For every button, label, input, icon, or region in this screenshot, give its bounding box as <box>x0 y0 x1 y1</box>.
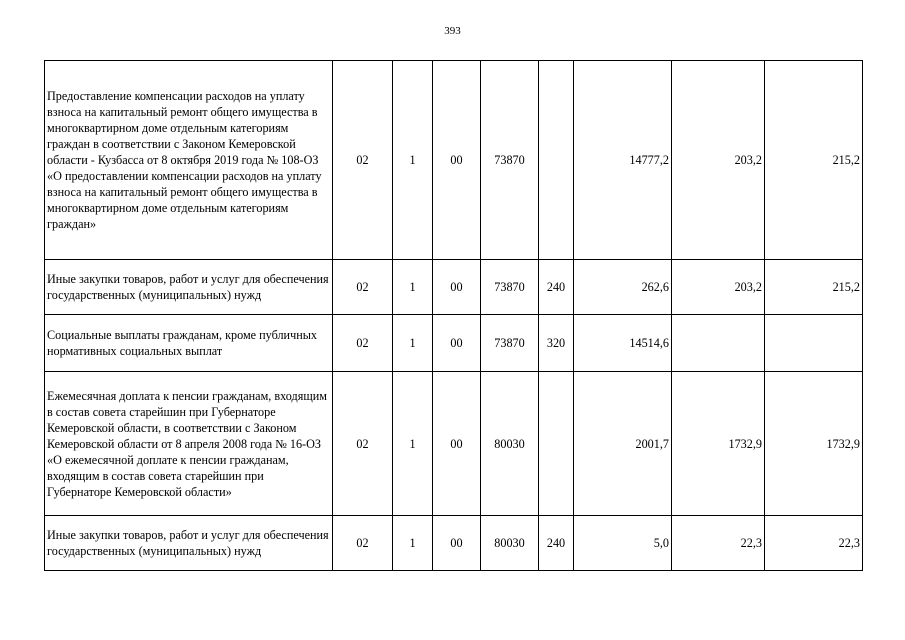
code-cell: 240 <box>539 516 574 571</box>
amount-cell: 1732,9 <box>765 372 863 516</box>
code-cell <box>539 372 574 516</box>
code-cell: 73870 <box>481 315 539 372</box>
row-description: Иные закупки товаров, работ и услуг для обеспечения государственных (муниципальных) нужд <box>45 516 333 571</box>
amount-cell: 2001,7 <box>574 372 672 516</box>
code-cell: 00 <box>433 372 481 516</box>
code-cell: 73870 <box>481 260 539 315</box>
code-cell: 1 <box>393 372 433 516</box>
amount-cell: 203,2 <box>672 61 765 260</box>
row-description: Иные закупки товаров, работ и услуг для обеспечения государственных (муниципальных) нужд <box>45 260 333 315</box>
code-cell: 02 <box>333 61 393 260</box>
row-description: Социальные выплаты гражданам, кроме публичных нормативных социальных выплат <box>45 315 333 372</box>
table-row <box>45 260 863 315</box>
amount-cell: 1732,9 <box>672 372 765 516</box>
code-cell: 1 <box>393 516 433 571</box>
amount-cell: 203,2 <box>672 260 765 315</box>
code-cell: 00 <box>433 516 481 571</box>
code-cell: 1 <box>393 61 433 260</box>
budget-table <box>44 60 863 571</box>
code-cell <box>539 61 574 260</box>
code-cell: 00 <box>433 260 481 315</box>
amount-cell <box>765 315 863 372</box>
code-cell: 02 <box>333 372 393 516</box>
code-cell: 02 <box>333 516 393 571</box>
page-number: 393 <box>444 25 461 37</box>
amount-cell: 14777,2 <box>574 61 672 260</box>
code-cell: 1 <box>393 260 433 315</box>
amount-cell: 215,2 <box>765 61 863 260</box>
amount-cell: 215,2 <box>765 260 863 315</box>
code-cell: 00 <box>433 61 481 260</box>
code-cell: 02 <box>333 260 393 315</box>
code-cell: 73870 <box>481 61 539 260</box>
code-cell: 240 <box>539 260 574 315</box>
table-row <box>45 516 863 571</box>
table-row <box>45 315 863 372</box>
amount-cell: 5,0 <box>574 516 672 571</box>
code-cell: 80030 <box>481 372 539 516</box>
row-description: Ежемесячная доплата к пенсии гражданам, входящим в состав совета старейшин при Губернаторе Кемеровской области, в соответствии с Законом Кемеровской области от 8 апреля 2008 года № 16-ОЗ «О ежемесячной доплате к пенсии гражданам, входящим в состав совета старейшин при Губернаторе Кемеровской области» <box>45 372 333 516</box>
row-description: Предоставление компенсации расходов на уплату взноса на капитальный ремонт общего имущества в многоквартирном доме отдельным категориям граждан в соответствии с Законом Кемеровской области - Кузбасса от 8 октября 2019 года № 108-ОЗ «О предоставлении компенсации расходов на уплату взноса на капитальный ремонт общего имущества в многоквартирном доме отдельным категориям граждан» <box>45 61 333 260</box>
code-cell: 320 <box>539 315 574 372</box>
amount-cell: 22,3 <box>765 516 863 571</box>
amount-cell <box>672 315 765 372</box>
amount-cell: 262,6 <box>574 260 672 315</box>
amount-cell: 14514,6 <box>574 315 672 372</box>
code-cell: 1 <box>393 315 433 372</box>
amount-cell: 22,3 <box>672 516 765 571</box>
table-row <box>45 372 863 516</box>
code-cell: 02 <box>333 315 393 372</box>
code-cell: 00 <box>433 315 481 372</box>
table-row <box>45 61 863 260</box>
code-cell: 80030 <box>481 516 539 571</box>
